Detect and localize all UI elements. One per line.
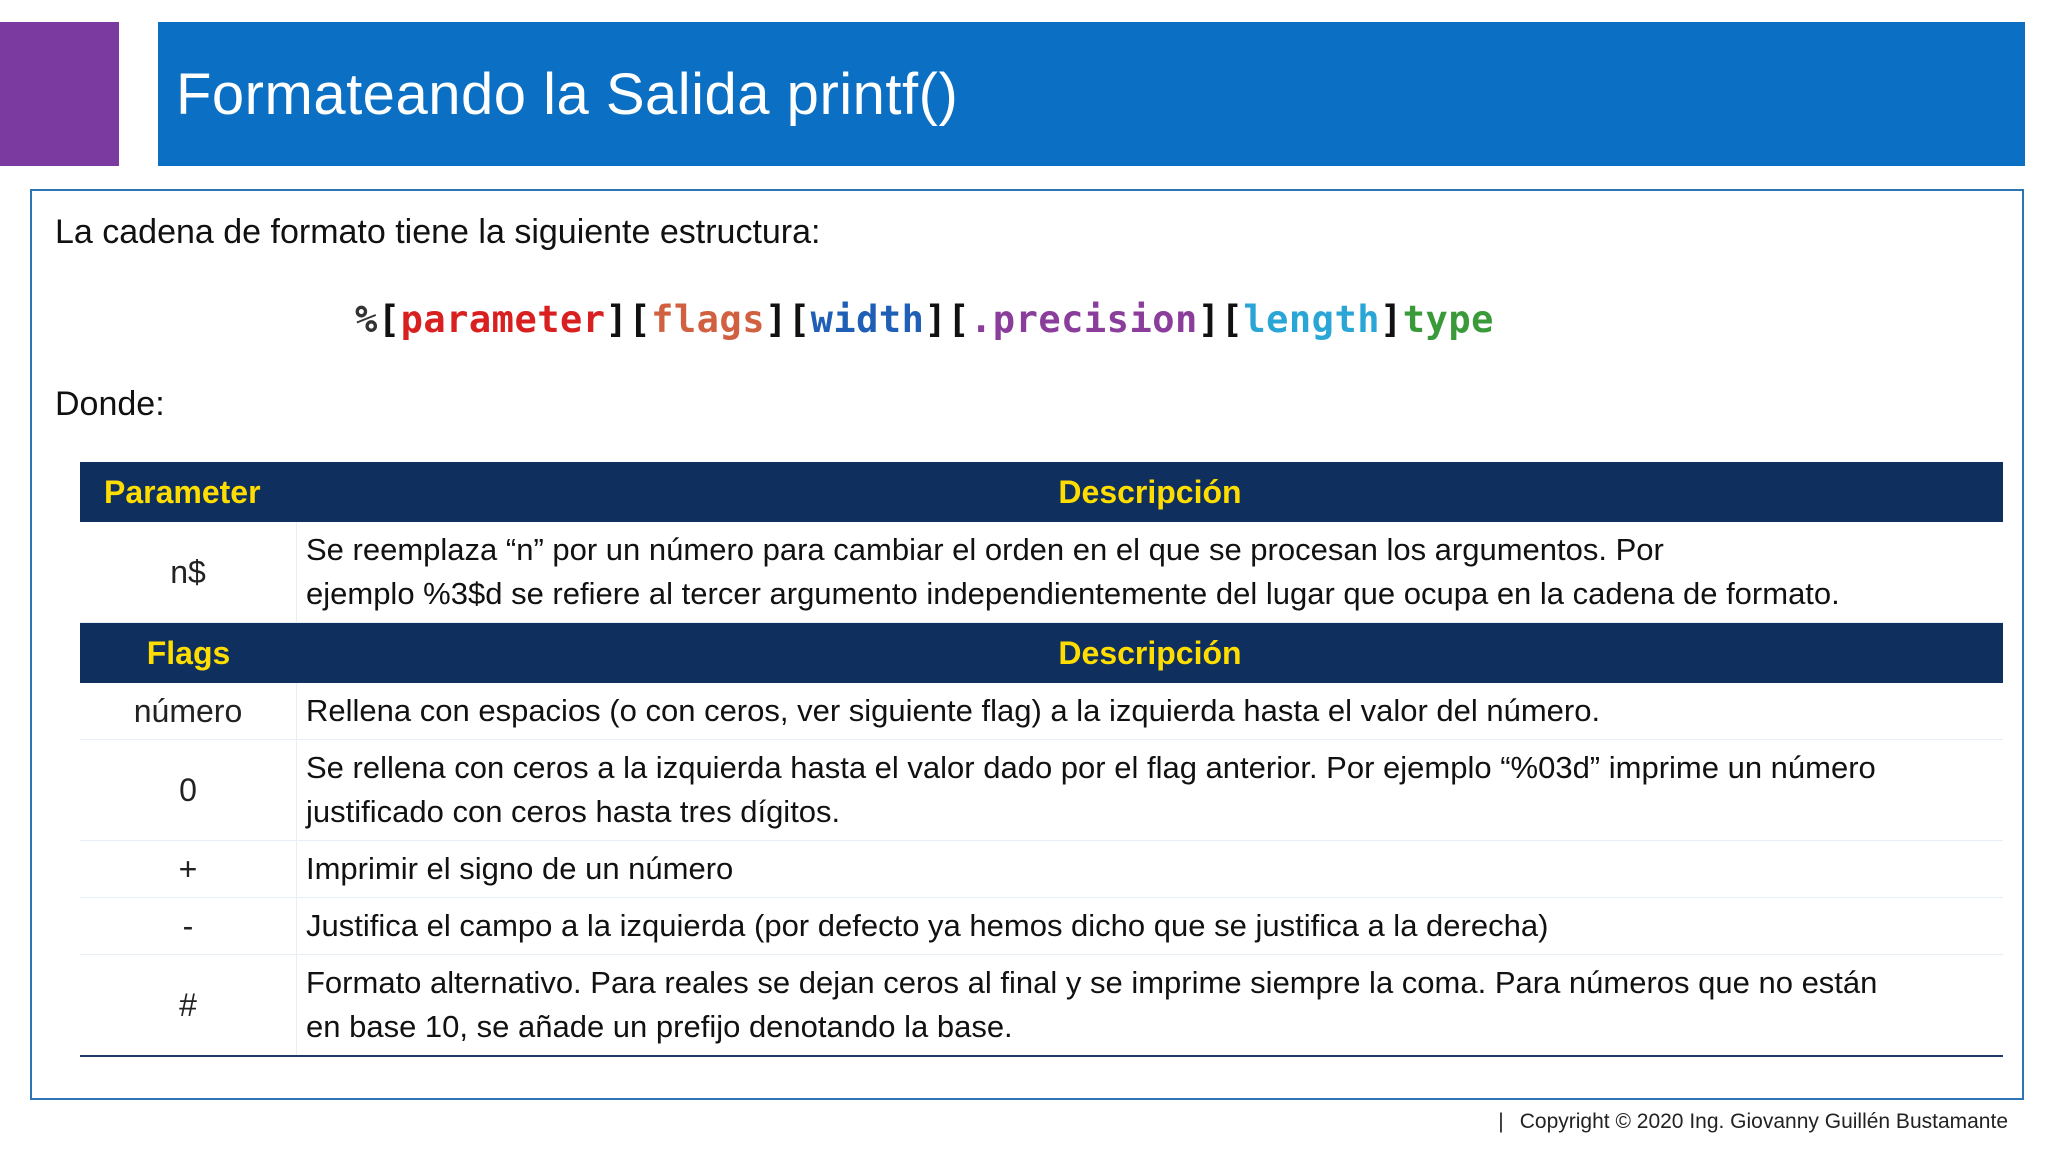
format-token: length (1243, 298, 1380, 341)
description-line: Imprimir el signo de un número (306, 851, 734, 886)
flags-rows (80, 683, 2003, 1057)
table-row (80, 955, 2003, 1057)
row-key: + (80, 841, 297, 897)
accent-square (0, 22, 119, 166)
format-token: ] (1197, 298, 1221, 341)
format-string (355, 298, 1494, 341)
description-line: Se rellena con ceros a la izquierda hasta el valor dado por el flag anterior. Por ejemplo “%03d” imprime un número (306, 750, 1876, 785)
table-row (80, 898, 2003, 955)
format-token: type (1402, 298, 1494, 341)
description-line: Rellena con espacios (o con ceros, ver siguiente flag) a la izquierda hasta el valor del número. (306, 693, 1601, 728)
footer (1498, 1110, 2008, 1134)
row-description (297, 955, 2003, 1055)
format-token: ] (1380, 298, 1403, 341)
footer-separator: | (1498, 1110, 1504, 1133)
parameter-description-header: Descripción (1058, 473, 1242, 510)
donde-label: Donde: (55, 385, 165, 423)
row-key: n$ (80, 522, 297, 622)
row-description (297, 898, 2003, 954)
description-line: Justifica el campo a la izquierda (por defecto ya hemos dicho que se justifica a la derecha) (306, 908, 1549, 943)
parameter-rows (80, 522, 2003, 623)
row-key: # (80, 955, 297, 1055)
row-key: 0 (80, 740, 297, 840)
spec-table (80, 462, 2003, 1057)
copyright-text: Copyright © 2020 Ing. Giovanny Guillén Bustamante (1519, 1110, 2008, 1133)
table-row (80, 841, 2003, 898)
description-line: Se reemplaza “n” por un número para cambiar el orden en el que se procesan los argumentos. Por (306, 532, 1664, 567)
description-line: en base 10, se añade un prefijo denotando la base. (306, 1009, 1013, 1044)
format-token: [ (787, 298, 811, 341)
format-token: [ (1220, 298, 1244, 341)
row-description (297, 522, 2003, 622)
parameter-header-row (80, 462, 2003, 522)
format-token: [ (628, 298, 652, 341)
format-token: ] (924, 298, 948, 341)
format-token: [ (947, 298, 971, 341)
row-description (297, 683, 2003, 739)
description-line: justificado con ceros hasta tres dígitos. (306, 794, 841, 829)
table-row (80, 522, 2003, 623)
format-token: parameter (400, 298, 606, 341)
description-line: ejemplo %3$d se refiere al tercer argumento independientemente del lugar que ocupa en la cadena de formato. (306, 576, 1840, 611)
row-description (297, 740, 2003, 840)
description-line: Formato alternativo. Para reales se dejan ceros al final y se imprime siempre la coma. Para números que no están (306, 965, 1878, 1000)
format-token: ] (605, 298, 629, 341)
format-token: flags (651, 298, 765, 341)
format-token: [ (377, 298, 401, 341)
format-token: ] (765, 298, 788, 341)
row-key: - (80, 898, 297, 954)
flags-header-row (80, 623, 2003, 683)
table-row (80, 683, 2003, 740)
flags-description-header: Descripción (1058, 634, 1242, 671)
slide-title: Formateando la Salida printf() (176, 61, 959, 127)
table-row (80, 740, 2003, 841)
format-token: % (355, 298, 378, 341)
flags-header: Flags (146, 634, 231, 671)
parameter-header: Parameter (104, 473, 261, 510)
row-description (297, 841, 2003, 897)
intro-text: La cadena de formato tiene la siguiente estructura: (55, 213, 821, 251)
format-token: width (810, 298, 925, 341)
row-key: número (80, 683, 297, 739)
title-bar (158, 22, 2025, 166)
format-token: .precision (970, 298, 1198, 341)
